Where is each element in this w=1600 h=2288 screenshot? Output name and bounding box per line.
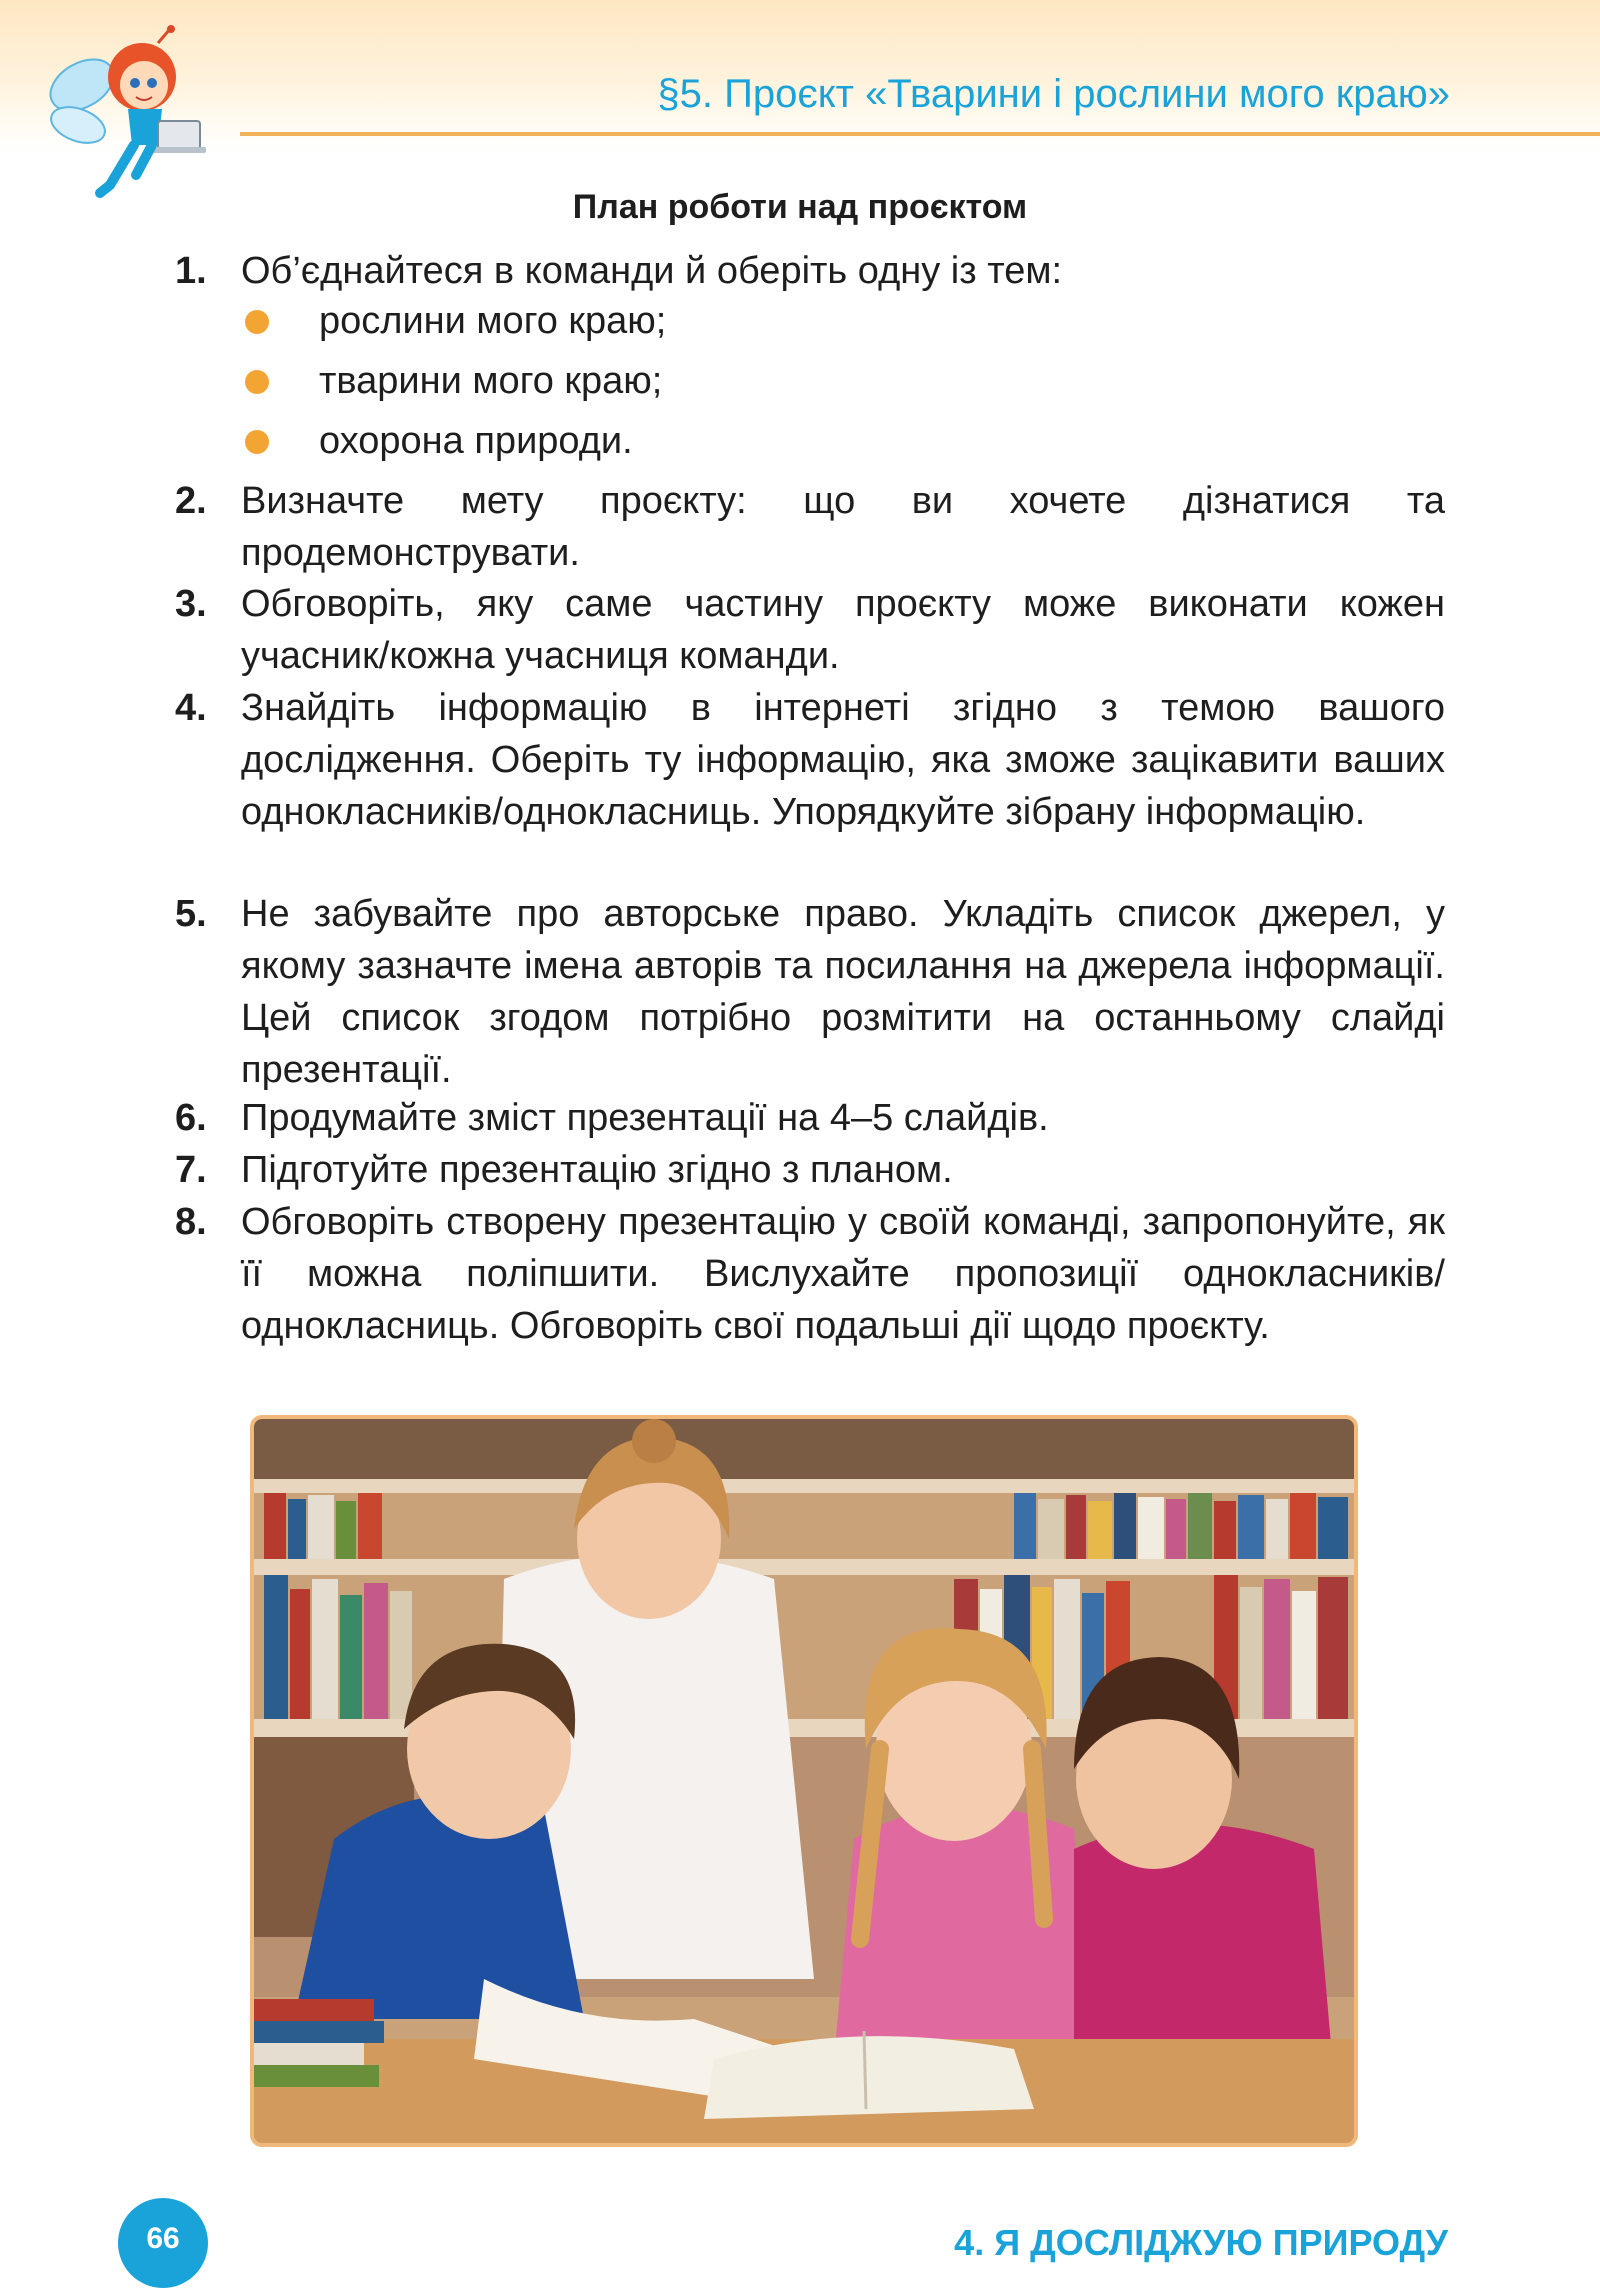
step-2: [175, 475, 1445, 579]
step-number: 3.: [175, 583, 207, 625]
page-number: 66: [146, 2222, 180, 2255]
step-text: Визначте мету проєкту: що ви хочете дізнатися та продемонструвати.: [241, 480, 1445, 574]
orange-dot-icon: [245, 310, 269, 334]
step-number: 8.: [175, 1201, 207, 1243]
section-title: §5. Проєкт «Тварини і рослини мого краю»: [657, 72, 1450, 116]
orange-dot-icon: [245, 370, 269, 394]
step-text: Обговоріть, яку саме частину проєкту може виконати кожен учасник/кожна учасниця команди.: [241, 583, 1445, 677]
step-4: [175, 682, 1445, 838]
topic-text: тварини мого краю;: [319, 360, 663, 402]
topic-item: [245, 355, 662, 407]
step-7: [175, 1144, 1445, 1196]
topic-item: [245, 415, 633, 467]
step-3: [175, 578, 1445, 682]
step-5: [175, 888, 1445, 1096]
step-number: 2.: [175, 480, 207, 522]
step-text: Підготуйте презентацію згідно з планом.: [241, 1149, 953, 1191]
chapter-title: 4. Я ДОСЛІДЖУЮ ПРИРОДУ: [954, 2222, 1448, 2263]
step-number: 6.: [175, 1097, 207, 1139]
step-number: 5.: [175, 893, 207, 935]
step-text: Обговоріть створену презентацію у своїй команді, запропонуйте, як її можна поліпшити. Вислухайте пропозиції однокласників/однокласниць. Обговоріть свої подальші дії щодо проєкту.: [241, 1201, 1445, 1347]
step-6: [175, 1092, 1445, 1144]
step-text: Об’єднайтеся в команди й оберіть одну із тем:: [241, 250, 1063, 292]
step-number: 7.: [175, 1149, 207, 1191]
step-text: Продумайте зміст презентації на 4–5 слайдів.: [241, 1097, 1049, 1139]
header-rule: [240, 132, 1600, 136]
photo-illustration: [254, 1419, 1354, 2143]
step-8: [175, 1196, 1445, 1352]
topic-item: [245, 295, 666, 347]
step-text: Не забувайте про авторське право. Укладіть список джерел, у якому зазначте імена авторів та посилання на джерела інформації. Цей список згодом потрібно розмітити на останньому слайді презентації.: [241, 893, 1445, 1091]
step-number: 1.: [175, 250, 207, 292]
orange-dot-icon: [245, 430, 269, 454]
fairy-mascot-icon: [40, 25, 220, 205]
library-reading-photo: [250, 1415, 1358, 2147]
plan-heading: План роботи над проєктом: [572, 188, 1028, 226]
step-1: [175, 245, 1445, 297]
topic-text: охорона природи.: [319, 420, 633, 462]
topic-text: рослини мого краю;: [319, 300, 667, 342]
step-text: Знайдіть інформацію в інтернеті згідно з темою вашого дослідження. Оберіть ту інформацію, яка зможе зацікавити ваших однокласників/однокласниць. Упорядкуйте зібрану інформацію.: [241, 687, 1445, 833]
step-number: 4.: [175, 687, 207, 729]
